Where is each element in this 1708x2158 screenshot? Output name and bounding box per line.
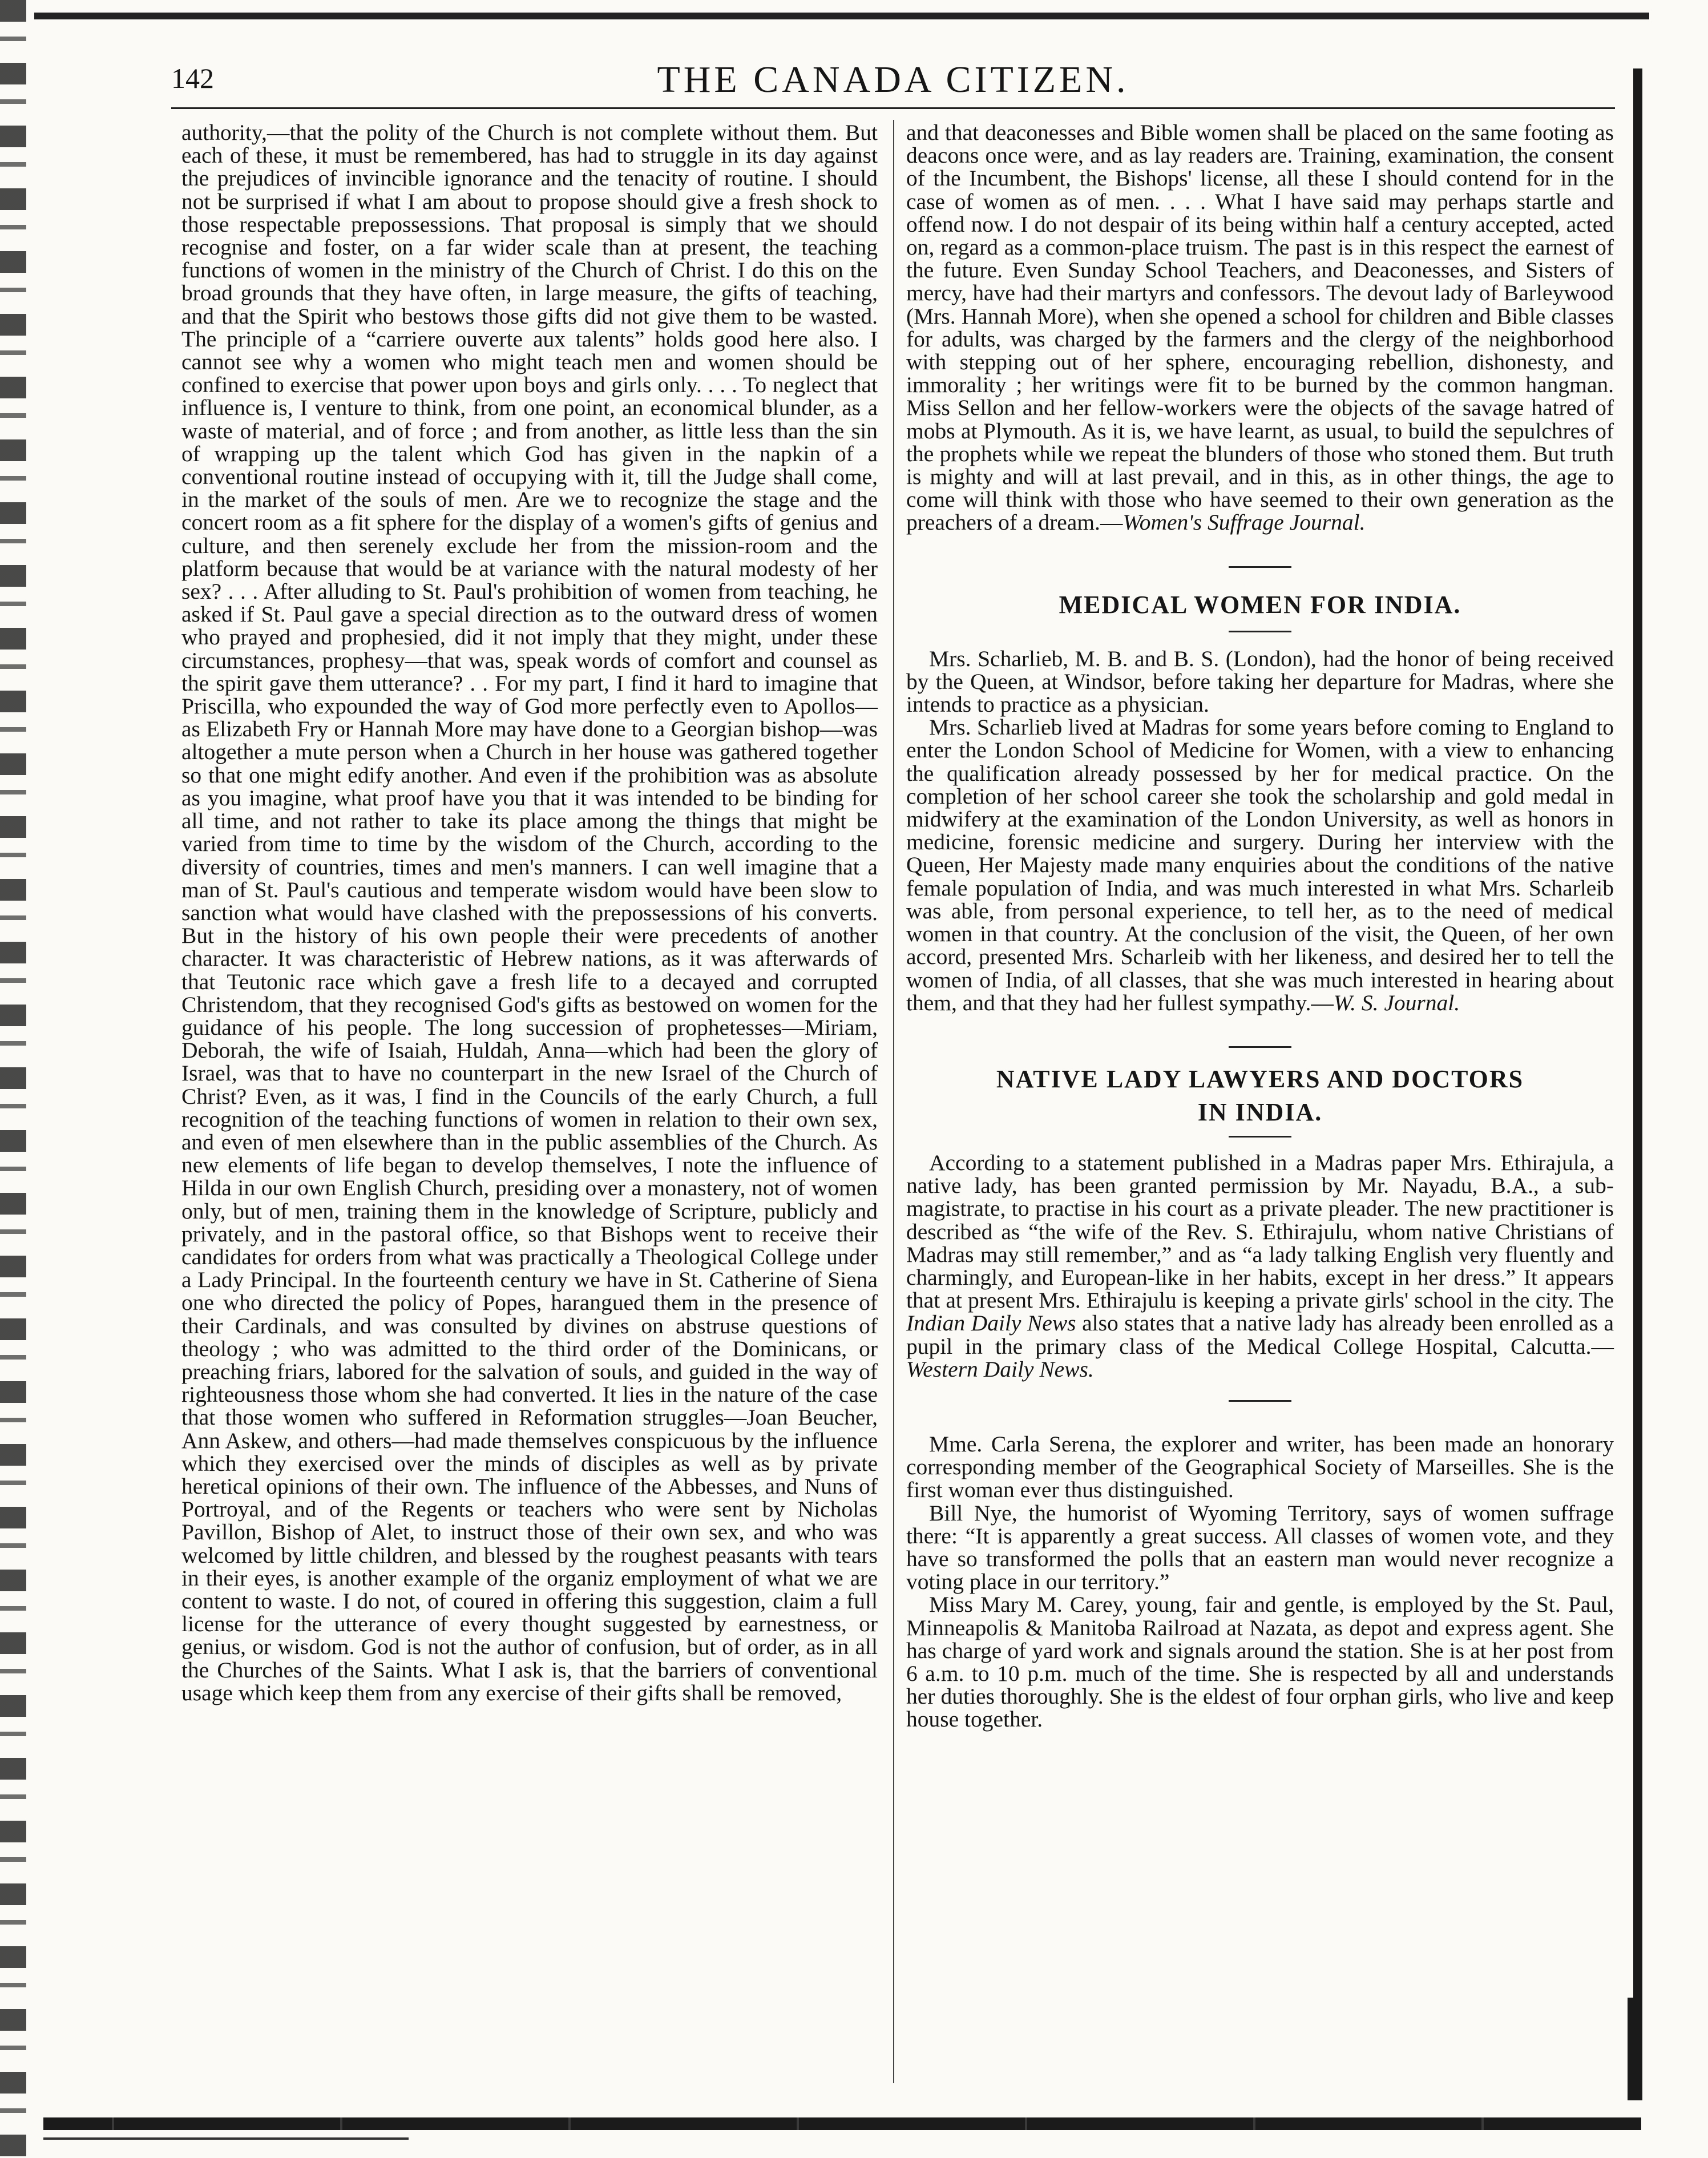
note-bill-nye: Bill Nye, the humorist of Wyoming Territory, says of women suffrage there: “It is apparently a great success. All classes of women vote, and they have so transformed the polls that an eastern man would never recognize a voting place in our territory.” bbox=[906, 1500, 1614, 1595]
page-header bbox=[171, 59, 1615, 113]
bottom-border-rule-thin bbox=[43, 2137, 409, 2140]
medical-paragraph-2 bbox=[906, 716, 1614, 1014]
note-serena: Mme. Carla Serena, the explorer and writer, has been made an honorary corresponding member of the Geographical Society of Marseilles. She is the first woman ever thus distinguished. bbox=[906, 1431, 1614, 1503]
article-continuation-end bbox=[906, 121, 1614, 534]
masthead-title: THE CANADA CITIZEN. bbox=[657, 59, 1129, 100]
column-divider bbox=[893, 120, 894, 2083]
scan-right-edge-lower bbox=[1628, 1998, 1633, 2100]
continuation-text: and that deaconesses and Bible women shall be placed on the same footing as deacons once were, and as lay readers are. Training, examination, the consent of the Incumbent, the Bishops' license, all these I should contend for in the case of women as of men. . . . What I have said may perhaps startle and offend now. I do not despair of its being within half a century accepted, acted on, regard as a common-place truism. The past is in this respect the earnest of the future. Even Sunday School Teachers, and Deaconesses, and Sisters of mercy, have had their martyrs and confessors. The devout lady of Barleywood (Mrs. Hannah More), when she opened a school for children and Bible classes for adults, was charged by the farmers and the clergy of the neighborhood with stepping out of her sphere, encouraging rebellion, dishonesty, and immorality ; her writings were fit to be burned by the common hangman. Miss Sellon and her fellow-workers were the objects of the savage hatred of mobs at Plymouth. As it is, we have learnt, as usual, to build the sepulchres of the prophets while we repeat the blunders of those who stoned them. But truth is mighty and will at last prevail, and in this, as in other things, the age to come will think with those who have seemed to their own generation as the preachers of a dream.— bbox=[906, 120, 1614, 535]
medical-source: W. S. Journal. bbox=[1333, 990, 1460, 1015]
top-border-rule bbox=[34, 13, 1649, 19]
medical-paragraph-2-text: Mrs. Scharlieb lived at Madras for some years before coming to England to enter the London School of Medicine for Women, with a view to enhancing the qualification already possessed by her for medical practice. On the completion of her school career she took the scholarship and gold medal in midwifery at the examination of the London University, as well as honors in medicine, forensic medicine and surgery. During her interview with the Queen, Her Majesty made many enquiries about the conditions of the native female population of India, and was much interested in what Mrs. Scharleib was able, from personal experience, to tell her, as to the need of medical women in that country. At the conclusion of the visit, the Queen, of her own accord, presented Mrs. Scharleib with her likeness, and desired her to tell the women of India, of all classes, that she was much interested in hearing about them, and that they had her fullest sympathy.— bbox=[906, 715, 1614, 1015]
lawyers-paragraph bbox=[906, 1151, 1614, 1381]
lawyers-text: According to a statement published in a Madras paper Mrs. Ethirajula, a native lady, has been granted permission by Mr. Nayadu, B.A., a sub-magistrate, to practise in his court as a private pleader. The new practitioner is described as “the wife of the Rev. S. Ethirajulu, whom native Christians of Madras may still remember,” and as “a lady talking English very fluently and charmingly, and European-like in her habits, except in her dress.” It appears that at present Mrs. Ethirajulu is keeping a private girls' school in the city. The bbox=[906, 1149, 1614, 1313]
header-rule bbox=[171, 107, 1615, 109]
scan-left-edge bbox=[0, 0, 26, 2158]
continuation-source: Women's Suffrage Journal. bbox=[1122, 510, 1366, 535]
lawyers-title-line-1: NATIVE LADY LAWYERS AND DOCTORS bbox=[996, 1064, 1524, 1093]
bottom-border-rule bbox=[43, 2117, 1641, 2130]
note-mary-carey: Miss Mary M. Carey, young, fair and gentle, is employed by the St. Paul, Minneapolis & Manitoba Railroad at Nazata, as depot and express agent. She has charge of yard work and signals around the station. She is at her post from 6 a.m. to 10 p.m. much of the time. She is respected by all and understands her duties thoroughly. She is the eldest of four orphan girls, who live and keep house together. bbox=[906, 1592, 1614, 1732]
page-number: 142 bbox=[171, 62, 214, 94]
scan-right-edge bbox=[1633, 68, 1642, 2100]
lawyers-text-rest: also states that a native lady has already been enrolled as a pupil in the primary class of the Medical College Hospital, Calcutta.— bbox=[906, 1310, 1614, 1359]
medical-women-title: MEDICAL WOMEN FOR INDIA. bbox=[1059, 590, 1461, 619]
left-column bbox=[181, 121, 878, 1704]
medical-paragraph-1: Mrs. Scharlieb, M. B. and B. S. (London), had the honor of being received by the Queen, at Windsor, before taking her departure for Madras, where she intends to practice as a physician. bbox=[906, 646, 1614, 717]
right-column bbox=[906, 121, 1614, 1731]
lawyers-source: Western Daily News. bbox=[906, 1356, 1094, 1382]
lawyers-title-line-2: IN INDIA. bbox=[1197, 1098, 1323, 1126]
lawyers-newspaper-name: Indian Daily News bbox=[906, 1310, 1076, 1336]
article-continuation-paragraph: authority,—that the polity of the Church is not complete without them. But each of these, it must be remembered, has had to struggle in its day against the prejudices of invincible ignorance and the tenacity of routine. I should not be surprised if what I am about to propose should give a fresh shock to those respectable prepossessions. That proposal is simply that we should recognise and foster, on a far wider scale than at present, the teaching functions of women in the ministry of the Church of Christ. I do this on the broad grounds that they have often, in large measure, the gifts of teaching, and that the Spirit who bestows those gifts did not give them to be wasted. The principle of a “carriere ouverte aux talents” holds good here also. I cannot see why a women who might teach men and women should be confined to exercise that power upon boys and girls only. . . . To neglect that influence is, I venture to think, from one point, an economical blunder, as a waste of material, and of force ; and from another, as little less than the sin of wrapping up the talent which God has given in the napkin of a conventional routine instead of occupying with it, till the Judge shall come, in the market of the souls of men. Are we to recognize the stage and the concert room as a fit sphere for the display of a women's gifts of genius and culture, and then serenely exclude her from the mission-room and the platform because that would be at variance with the natural modesty of her sex? . . . After alluding to St. Paul's prohibition of women from teaching, he asked if St. Paul gave a special direction as to the outward dress of women who prayed and prophesied, did it not imply that they might, under these circumstances, prophesy—that was, speak words of comfort and counsel as the spirit gave them utterance? . . For my part, I find it hard to imagine that Priscilla, who expounded the way of God more perfectly even to Apollos—as Elizabeth Fry or Hannah More may have done to a Georgian bishop—was altogether a mute person when a Church in her house was gathered together so that one might edify another. And even if the prohibition was as absolute as you imagine, what proof have you that it was intended to be binding for all time, and not rather to take its place among the things that might be varied from time to time by the wisdom of the Church, according to the diversity of countries, times and men's manners. I can well imagine that a man of St. Paul's cautious and temperate wisdom would have been slow to sanction what would have clashed with the prepossessions of his converts. But in the history of his own people their were precedents of another character. It was characteristic of Hebrew nations, as it was afterwards of that Teutonic race which gave a fresh life to a decayed and corrupted Christendom, that they recognised God's gifts as bestowed on women for the guidance of his people. The long succession of prophetesses—Miriam, Deborah, the wife of Isaiah, Huldah, Anna—which had been the glory of Israel, was that to have no counterpart in the new Israel of the Church of Christ? Even, as it was, I find in the Councils of the early Church, a full recognition of the teaching functions of women in relation to their own sex, and even of men elsewhere than in the public assemblies of the Church. As new elements of life began to develop themselves, I note the influence of Hilda in our own English Church, presiding over a monastery, not of women only, but of men, training them in the knowledge of Scripture, publicly and privately, and in the pastoral office, so that Bishops went to receive their candidates for orders from what was practically a Theological College under a Lady Principal. In the fourteenth century we have in St. Catherine of Siena one who directed the policy of Popes, harangued them in the presence of their Cardinals, and was consulted by divines on abstruse questions of theology ; who was admitted to the third order of the Dominicans, or preaching friars, labored for the salvation of souls, and guided in the way of righteousness those whom she had converted. It lies in the nature of the case that those women who suffered in Reformation struggles—Joan Beucher, Ann Askew, and others—had made themselves conspicuous by the influence which they exercised over the minds of disciples as well as by private heretical opinions of their own. The influence of the Abbesses, and Nuns of Portroyal, and of the Regents or teachers who were sent by Nicholas Pavillon, Bishop of Alet, to instruct those of their own sex, and who was welcomed by little children, and blessed by the roughest peasants with tears in their eyes, is another example of the organiz employment of what we are content to waste. I do not, of coured in offering this suggestion, claim a full license for the utterance of every thought suggested by earnestness, or genius, or wisdom. God is not the author of confusion, but of order, as in all the Churches of the Saints. What I ask is, that the barriers of conventional usage which keep them from any exercise of their gifts shall be removed, bbox=[181, 120, 878, 1705]
